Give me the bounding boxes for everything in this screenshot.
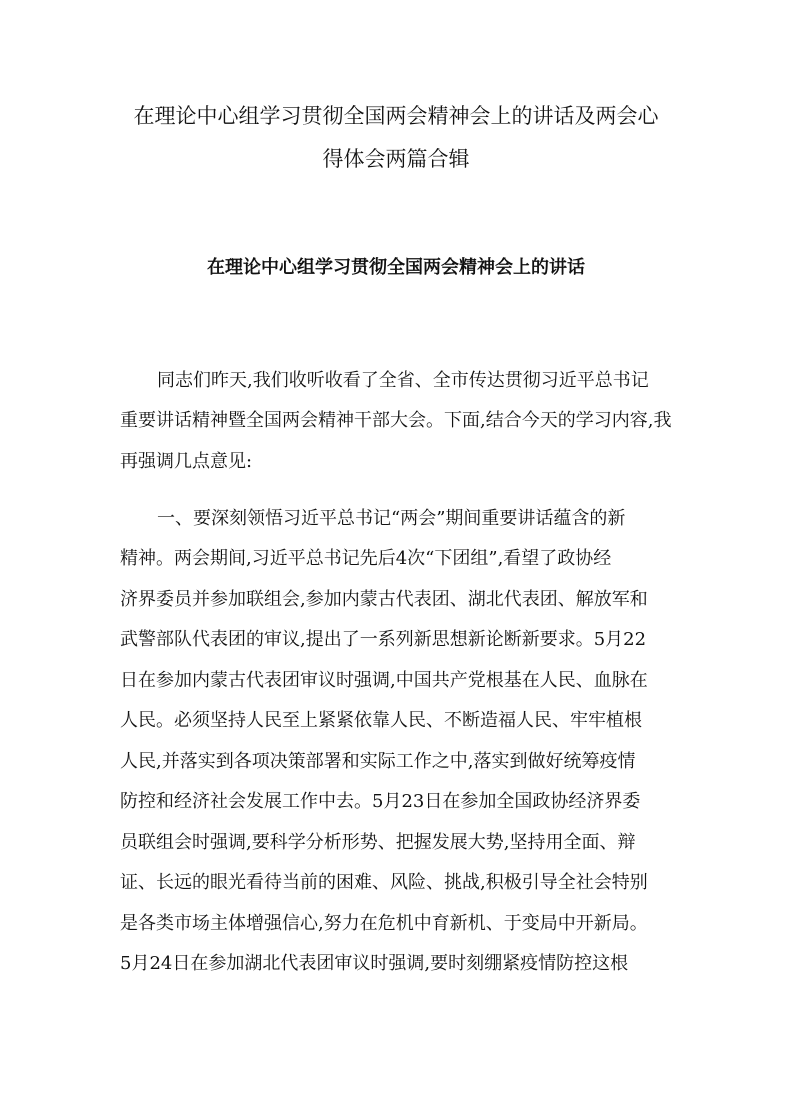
paragraph-line: 证、长远的眼光看待当前的困难、风险、挑战,积极引导全社会特别	[120, 872, 648, 893]
paragraph-line: 再强调几点意见:	[120, 451, 253, 472]
paragraph-line: 日在参加内蒙古代表团审议时强调,中国共产党根基在人民、血脉在	[120, 670, 648, 691]
document-title-line-2: 得体会两篇合辑	[322, 147, 470, 171]
paragraph-line: 是各类市场主体增强信心,努力在危机中育新机、于变局中开新局。	[120, 913, 648, 934]
paragraph-line: 5月24日在参加湖北代表团审议时强调,要时刻绷紧疫情防控这根	[120, 953, 629, 974]
paragraph-line: 同志们昨天,我们收听收看了全省、全市传达贯彻习近平总书记	[157, 370, 649, 391]
section-title: 在理论中心组学习贯彻全国两会精神会上的讲话	[207, 257, 585, 278]
paragraph-line: 精神。两会期间,习近平总书记先后4次“下团组”,看望了政协经	[120, 548, 612, 569]
paragraph-line: 济界委员并参加联组会,参加内蒙古代表团、湖北代表团、解放军和	[120, 589, 648, 610]
paragraph-line: 防控和经济社会发展工作中去。5月23日在参加全国政协经济界委	[120, 791, 641, 812]
paragraph-line: 重要讲话精神暨全国两会精神干部大会。下面,结合今天的学习内容,我	[120, 410, 672, 431]
paragraph-line: 武警部队代表团的审议,提出了一系列新思想新论断新要求。5月22	[120, 629, 647, 650]
paragraph-line: 员联组会时强调,要科学分析形势、把握发展大势,坚持用全面、辩	[120, 832, 636, 853]
paragraph-line: 一、要深刻领悟习近平总书记“两会”期间重要讲话蕴含的新	[157, 508, 626, 529]
paragraph-line: 人民。必须坚持人民至上紧紧依靠人民、不断造福人民、牢牢植根	[120, 710, 642, 731]
document-title-line-1: 在理论中心组学习贯彻全国两会精神会上的讲话及两会心	[133, 104, 659, 128]
paragraph-line: 人民,并落实到各项决策部署和实际工作之中,落实到做好统筹疫情	[120, 751, 636, 772]
